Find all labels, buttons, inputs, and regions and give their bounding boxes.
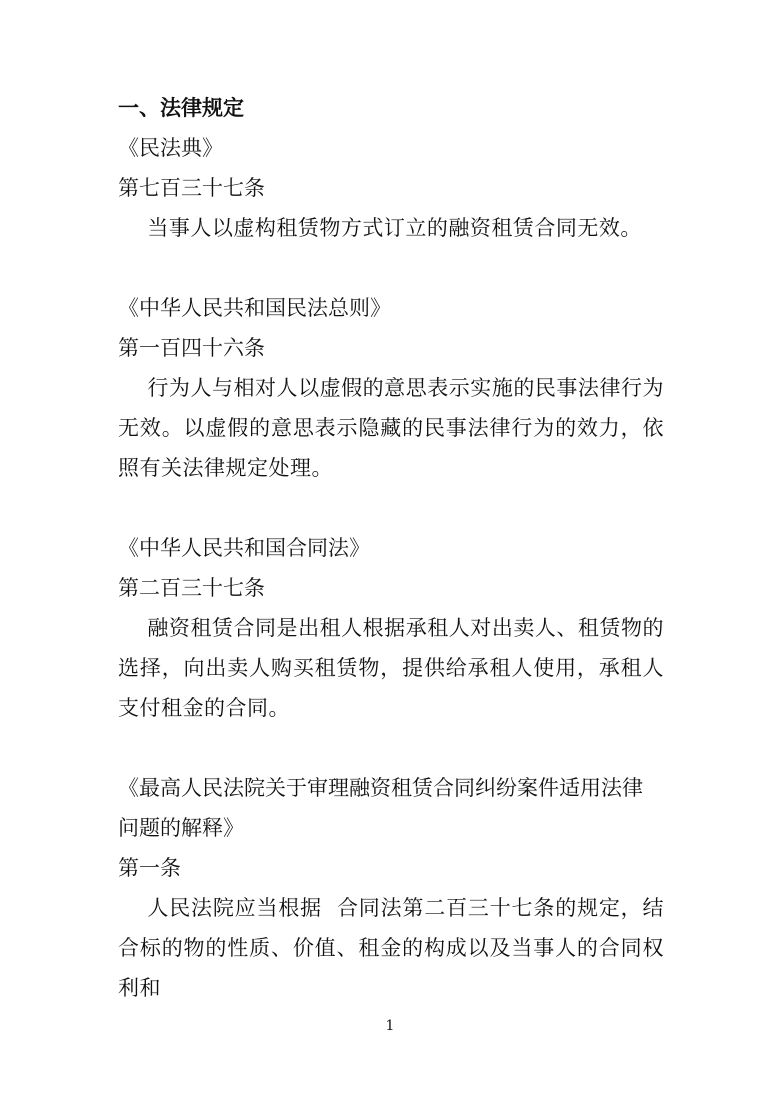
article-number: 第一百四十六条 (118, 336, 265, 360)
paragraph-spacer (118, 728, 664, 768)
law-title: 《中华人民共和国合同法》 (118, 536, 370, 560)
article-text: 人民法院应当根据 合同法第二百三十七条的规定，结合标的物的性质、价值、租金的构成以及当事人的合同权利和 (118, 896, 664, 1000)
article-number: 第七百三十七条 (118, 176, 265, 200)
document-page (118, 88, 664, 1008)
article-number: 第二百三十七条 (118, 576, 265, 600)
article-text: 当事人以虚构租赁物方式订立的融资租赁合同无效。 (147, 216, 642, 240)
article-text: 融资租赁合同是出租人根据承租人对出卖人、租赁物的选择，向出卖人购买租赁物，提供给承租人使用，承租人支付租金的合同。 (118, 616, 664, 720)
law-title-line-2: 问题的解释》 (118, 816, 244, 840)
section-title: 一、法律规定 (118, 95, 244, 120)
law-title: 《民法典》 (118, 136, 223, 160)
article-number: 第一条 (118, 856, 181, 880)
paragraph-spacer (118, 248, 664, 288)
article-text: 行为人与相对人以虚假的意思表示实施的民事法律行为无效。以虚假的意思表示隐藏的民事法律行为的效力，依照有关法律规定处理。 (118, 376, 664, 480)
paragraph-spacer (118, 488, 664, 528)
page-number: 1 (385, 1018, 395, 1034)
law-title-line-1: 《最高人民法院关于审理融资租赁合同纠纷案件适用法律 (118, 776, 643, 800)
law-title: 《中华人民共和国民法总则》 (118, 296, 391, 320)
